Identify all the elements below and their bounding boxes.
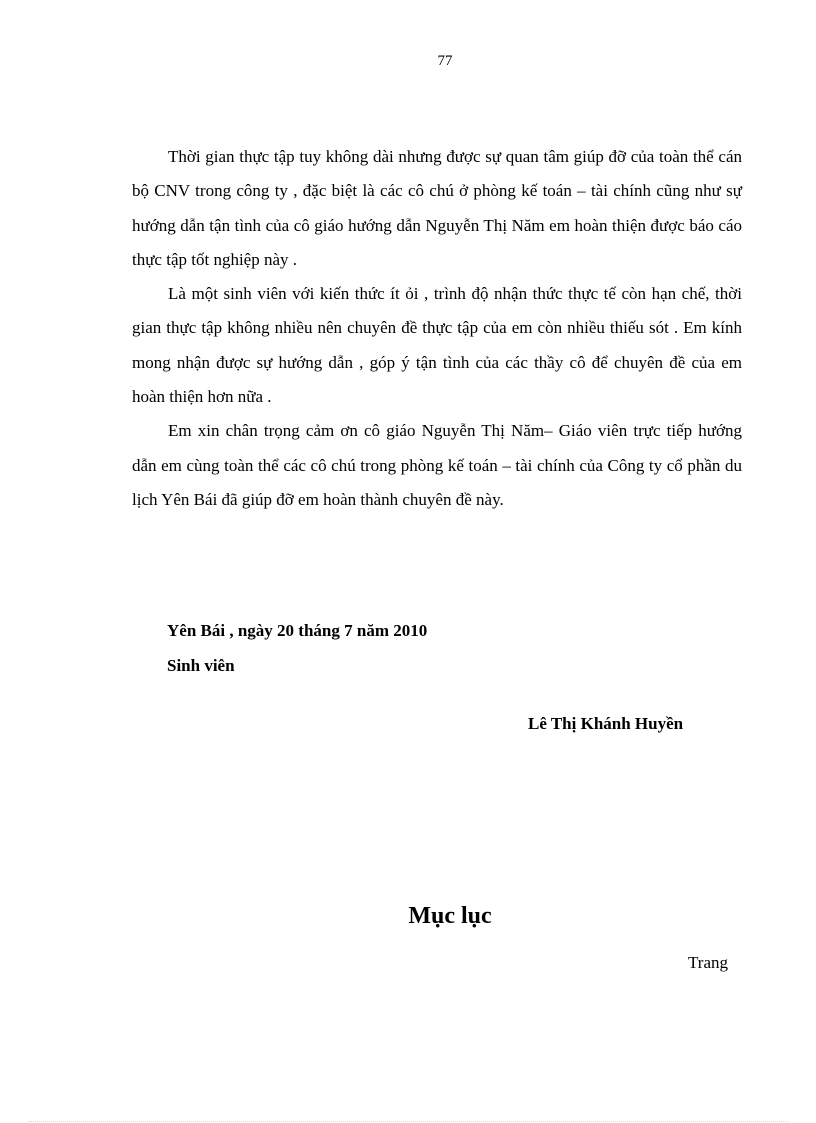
paragraph-3: Em xin chân trọng cảm ơn cô giáo Nguyễn Thị Năm– Giáo viên trực tiếp hướng dẫn em cùng toàn thể các cô chú trong phòng kế toán – tài chính của Công ty cổ phần du lịch Yên Bái đã giúp đỡ em hoàn thành chuyên đề này. [132, 421, 742, 509]
paragraph-2: Là một sinh viên với kiến thức ít ỏi , trình độ nhận thức thực tế còn hạn chế, thời gian thực tập không nhiều nên chuyên đề thực tập của em còn nhiều thiếu sót . Em kính mong nhận được sự hướng dẫn , góp ý tận tình của các thầy cô để chuyên đề của em hoàn thiện hơn nữa . [132, 284, 742, 407]
place-date: Yên Bái , ngày 20 tháng 7 năm 2010 [167, 621, 428, 640]
author-role: Sinh viên [167, 656, 235, 675]
toc-title: Mục lục [408, 903, 492, 929]
toc-page-column-label: Trang [688, 953, 728, 972]
page-bottom-divider [28, 1121, 788, 1122]
author-name: Lê Thị Khánh Huyền [528, 714, 684, 733]
paragraph-1: Thời gian thực tập tuy không dài nhưng được sự quan tâm giúp đỡ của toàn thể cán bộ CNV trong công ty , đặc biệt là các cô chú ở phòng kế toán – tài chính cũng như sự hướng dẫn tận tình của cô giáo hướng dẫn Nguyễn Thị Năm em hoàn thiện được báo cáo thực tập tốt nghiệp này . [132, 147, 742, 269]
page-number: 77 [437, 53, 453, 69]
acknowledgement-body [132, 140, 742, 517]
